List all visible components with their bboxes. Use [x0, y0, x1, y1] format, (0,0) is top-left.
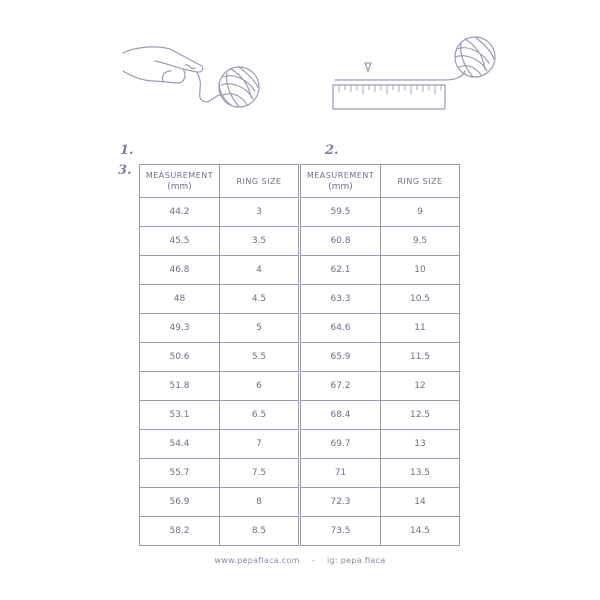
- table-row: [140, 372, 299, 401]
- table-row: [140, 430, 299, 459]
- ring-size-cell: 11.5: [381, 343, 460, 372]
- ring-size-cell: 6: [220, 372, 299, 401]
- table-row: [301, 372, 460, 401]
- step-1-label: 1.: [120, 143, 134, 158]
- ring-size-table-right: [300, 164, 460, 546]
- table-row: [301, 227, 460, 256]
- table-row: [140, 198, 299, 227]
- ring-size-cell: 11: [381, 314, 460, 343]
- table-row: [301, 517, 460, 546]
- measurement-cell: 68.4: [301, 401, 381, 430]
- measurement-cell: 71: [301, 459, 381, 488]
- table-row: [140, 285, 299, 314]
- measurement-cell: 69.7: [301, 430, 381, 459]
- measurement-cell: 46.8: [140, 256, 220, 285]
- ring-size-cell: 13: [381, 430, 460, 459]
- ring-size-cell: 7.5: [220, 459, 299, 488]
- ring-size-cell: 13.5: [381, 459, 460, 488]
- table-header-row: [301, 165, 460, 198]
- ring-size-header: RING SIZE: [220, 165, 299, 198]
- ring-size-cell: 6.5: [220, 401, 299, 430]
- step-3-label: 3.: [118, 163, 132, 178]
- ring-size-cell: 12.5: [381, 401, 460, 430]
- measurement-cell: 64.6: [301, 314, 381, 343]
- table-row: [301, 343, 460, 372]
- ring-size-cell: 14.5: [381, 517, 460, 546]
- table-row: [301, 430, 460, 459]
- measurement-cell: 62.1: [301, 256, 381, 285]
- measurement-cell: 45.5: [140, 227, 220, 256]
- website-link[interactable]: www.pepaflaca.com: [214, 556, 300, 565]
- ring-size-cell: 3.5: [220, 227, 299, 256]
- ring-size-cell: 4.5: [220, 285, 299, 314]
- ring-size-cell: 12: [381, 372, 460, 401]
- ring-size-cell: 10: [381, 256, 460, 285]
- table-row: [301, 198, 460, 227]
- measurement-cell: 54.4: [140, 430, 220, 459]
- table-row: [140, 256, 299, 285]
- measurement-cell: 63.3: [301, 285, 381, 314]
- table-row: [140, 459, 299, 488]
- ring-size-header: RING SIZE: [381, 165, 460, 198]
- measurement-cell: 58.2: [140, 517, 220, 546]
- ring-size-cell: 3: [220, 198, 299, 227]
- measurement-cell: 49.3: [140, 314, 220, 343]
- table-row: [301, 314, 460, 343]
- measurement-cell: 67.2: [301, 372, 381, 401]
- ruler-yarn-icon: [325, 35, 505, 125]
- hand-wrapping-yarn-icon: [115, 35, 275, 120]
- ring-size-cell: 9.5: [381, 227, 460, 256]
- table-row: [301, 285, 460, 314]
- measurement-cell: 51.8: [140, 372, 220, 401]
- measurement-cell: 55.7: [140, 459, 220, 488]
- measurement-cell: 50.6: [140, 343, 220, 372]
- measurement-cell: 60.8: [301, 227, 381, 256]
- table-row: [301, 256, 460, 285]
- measurement-header: MEASUREMENT (mm): [140, 165, 220, 198]
- instagram-handle: ig: pepa.flaca: [327, 556, 386, 565]
- ring-size-cell: 7: [220, 430, 299, 459]
- measurement-cell: 56.9: [140, 488, 220, 517]
- table-row: [140, 488, 299, 517]
- table-row: [140, 517, 299, 546]
- step-2-label: 2.: [325, 143, 339, 158]
- measurement-cell: 59.5: [301, 198, 381, 227]
- ring-size-cell: 4: [220, 256, 299, 285]
- measurement-cell: 73.5: [301, 517, 381, 546]
- ring-size-cell: 8.5: [220, 517, 299, 546]
- measurement-header: MEASUREMENT (mm): [301, 165, 381, 198]
- measurement-cell: 48: [140, 285, 220, 314]
- table-header-row: [140, 165, 299, 198]
- footer-separator: -: [311, 556, 316, 565]
- ring-size-cell: 10.5: [381, 285, 460, 314]
- measurement-cell: 44.2: [140, 198, 220, 227]
- table-row: [301, 401, 460, 430]
- ring-size-cell: 5: [220, 314, 299, 343]
- footer: [0, 556, 600, 565]
- measurement-cell: 72.3: [301, 488, 381, 517]
- ring-size-cell: 9: [381, 198, 460, 227]
- ring-size-cell: 5.5: [220, 343, 299, 372]
- measurement-cell: 65.9: [301, 343, 381, 372]
- table-row: [301, 488, 460, 517]
- ring-size-cell: 14: [381, 488, 460, 517]
- ring-size-table-left: [139, 164, 299, 546]
- ring-size-cell: 8: [220, 488, 299, 517]
- table-row: [140, 401, 299, 430]
- table-row: [140, 343, 299, 372]
- table-row: [140, 314, 299, 343]
- table-row: [140, 227, 299, 256]
- measurement-cell: 53.1: [140, 401, 220, 430]
- table-row: [301, 459, 460, 488]
